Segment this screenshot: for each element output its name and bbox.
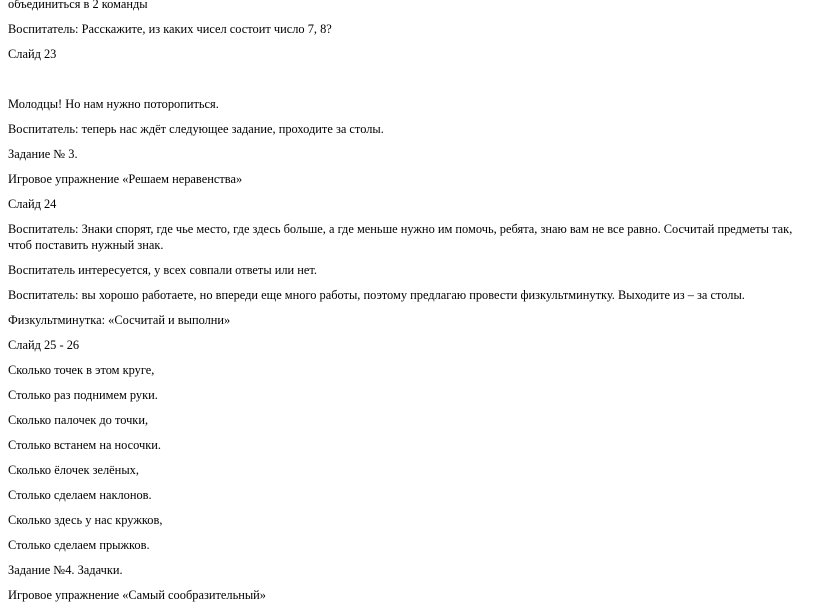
paragraph: Молодцы! Но нам нужно поторопиться. — [8, 97, 219, 111]
paragraph: Воспитатель интересуется, у всех совпали ответы или нет. — [8, 263, 317, 277]
paragraph: объединиться в 2 команды — [8, 0, 148, 11]
paragraph: Задание № 3. — [8, 147, 78, 161]
poem-line: Сколько точек в этом круге, — [8, 363, 155, 377]
poem-line: Столько сделаем наклонов. — [8, 488, 152, 502]
paragraph: Воспитатель: Расскажите, из каких чисел состоит число 7, 8? — [8, 22, 332, 36]
poem-line: Сколько ёлочек зелёных, — [8, 463, 139, 477]
poem-line: Сколько палочек до точки, — [8, 413, 149, 427]
paragraph: Воспитатель: теперь нас ждёт следующее задание, проходите за столы. — [8, 122, 384, 136]
poem-line: Столько раз поднимем руки. — [8, 388, 158, 402]
paragraph: Игровое упражнение «Решаем неравенства» — [8, 172, 243, 186]
empty-paragraph — [8, 71, 798, 87]
paragraph: Слайд 23 — [8, 47, 57, 61]
poem-line: Столько встанем на носочки. — [8, 438, 162, 452]
paragraph: Слайд 24 — [8, 197, 57, 211]
paragraph: Игровое упражнение «Самый сообразительный» — [8, 588, 267, 602]
paragraph: Воспитатель: вы хорошо работаете, но впереди еще много работы, поэтому предлагаю провести физкультминутку. Выходите из – за столы. — [8, 288, 745, 302]
paragraph: Задание №4. Задачки. — [8, 563, 123, 577]
document-body — [8, 0, 798, 612]
paragraph: Воспитатель: Знаки спорят, где чье место, где здесь больше, а где меньше нужно им помочь, ребята, знаю вам не все равно. Сосчитай предметы так, чтоб поставить нужный знак. — [8, 222, 793, 252]
poem-line: Сколько здесь у нас кружков, — [8, 513, 163, 527]
poem-line: Столько сделаем прыжков. — [8, 538, 150, 552]
paragraph: Слайд 25 - 26 — [8, 338, 80, 352]
paragraph: Физкультминутка: «Сосчитай и выполни» — [8, 313, 231, 327]
